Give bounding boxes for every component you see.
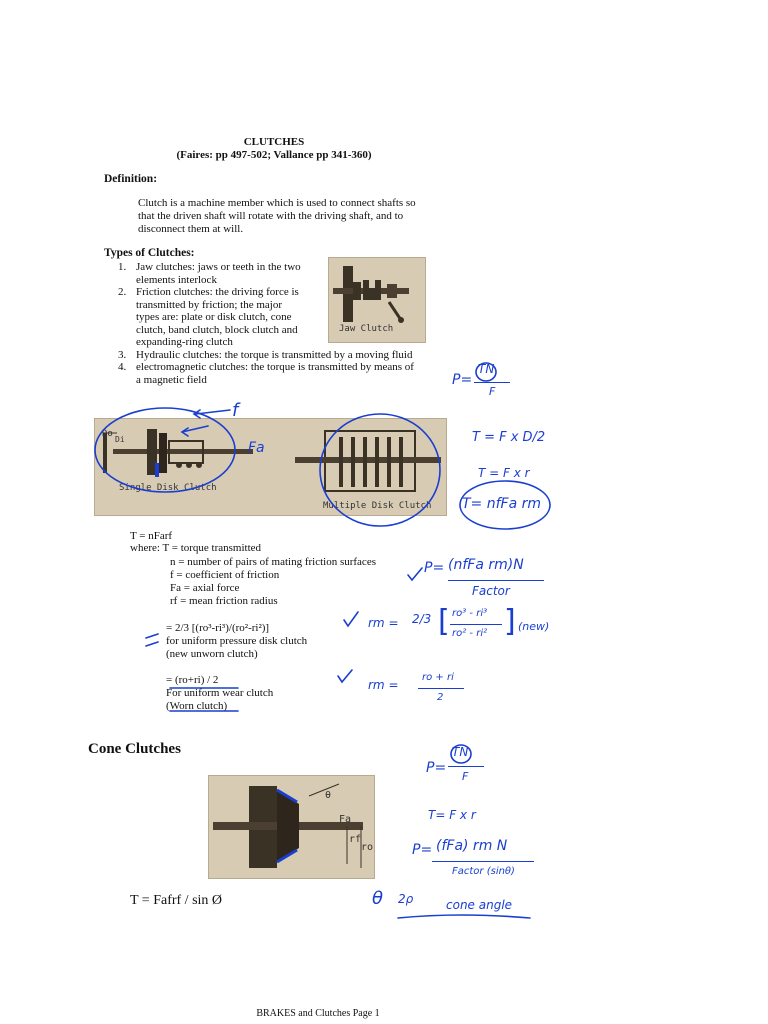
torque-where: where: T = torque transmitted xyxy=(130,542,262,554)
page-subtitle: (Faires: pp 497-502; Vallance pp 341-360) xyxy=(176,149,372,161)
annot-power3-den: F xyxy=(462,770,469,783)
annot-rm-new-tag: (new) xyxy=(518,620,550,633)
annot-power2-p: P= xyxy=(424,560,445,576)
annot-fa: Fa xyxy=(248,440,265,456)
annot-power1-den: F xyxy=(489,385,496,398)
annot-power2-den: Factor xyxy=(472,584,510,598)
cone-heading: Cone Clutches xyxy=(88,741,181,757)
definition-text: Clutch is a machine member which is used to connect shafts so that the driven shaft will rotate with the driving shaft, and to disconnect them at will. xyxy=(138,197,416,235)
annot-rm-new-bar xyxy=(450,624,502,625)
annot-bracket-right: ] xyxy=(504,604,516,639)
annot-power4-bar xyxy=(432,861,534,862)
annot-rm-worn-num: ro + ri xyxy=(422,672,454,683)
label-do: Do xyxy=(102,429,113,439)
uniform-wear-formula: = (ro+ri) / 2 xyxy=(166,674,219,686)
annot-rm-new-den: ro² - ri² xyxy=(452,628,488,639)
circle-multiple-disk xyxy=(320,414,440,526)
annot-t-eq1: T = F x D/2 xyxy=(472,430,546,445)
annot-power3-num: TN xyxy=(452,745,469,759)
annot-power1-p: P= xyxy=(452,372,473,388)
types-heading: Types of Clutches: xyxy=(104,247,195,259)
circle-single-disk xyxy=(95,408,235,492)
annot-cone-angle-prefix: 2ρ xyxy=(398,892,414,906)
annot-cone-angle-sym: θ xyxy=(372,888,384,909)
list-item: 1. Jaw clutches: jaws or teeth in the two xyxy=(118,261,301,273)
annot-power2-bar xyxy=(448,580,544,581)
annot-power4-p: P= xyxy=(412,842,433,858)
annot-power3-p: P= xyxy=(426,760,447,776)
definition-heading: Definition: xyxy=(104,173,158,185)
list-item: 4. electromagnetic clutches: the torque is transmitted by means of xyxy=(118,361,414,373)
annot-cone-angle-text: cone angle xyxy=(446,898,513,912)
annot-rm-new-frac: 2/3 xyxy=(412,612,432,626)
annot-rm-worn-lhs: rm = xyxy=(368,678,399,692)
multiple-disk-caption: Multiple Disk Clutch xyxy=(323,501,432,511)
annot-rm-worn-bar xyxy=(418,688,464,689)
annot-t-eq3: T= nfFa rm xyxy=(462,496,542,512)
page-footer: BRAKES and Clutches Page 1 xyxy=(256,1008,380,1019)
cone-label-ro: ro xyxy=(361,842,374,853)
annot-t-eq2: T = F x r xyxy=(478,466,530,480)
single-disk-caption: Single Disk Clutch xyxy=(119,483,217,493)
annot-power1-bar xyxy=(474,382,510,383)
uniform-pressure-formula: = 2/3 [(ro³-ri³)/(ro²-ri²)] xyxy=(166,622,270,634)
list-item-cont: elements interlock xyxy=(136,273,217,286)
annot-power4-num: (fFa) rm N xyxy=(436,838,508,854)
annot-power2-num: (nfFa rm)N xyxy=(448,557,524,573)
annot-f: f xyxy=(232,400,239,421)
annot-t-eq4: T= F x r xyxy=(428,808,476,822)
list-item: 2. Friction clutches: the driving force is xyxy=(118,286,299,298)
annot-power1-num: TN xyxy=(478,362,495,376)
jaw-clutch-caption: Jaw Clutch xyxy=(339,324,394,334)
annot-bracket-left: [ xyxy=(438,604,450,639)
types-list: 1. Jaw clutches: jaws or teeth in the two elements interlock 2. Friction clutches: the driving force is transmitted by friction; the major types are: plate or disk clutch, cone clutch, band clutch, block clutch and expanding-ring clutch 3. Hydraulic clutches: the torque is transmitted by a moving fluid 4. electromagnetic clutches: the torque is transmitted by means of a magnetic field xyxy=(118,261,414,386)
annot-rm-new-num: ro³ - ri³ xyxy=(452,608,488,619)
annot-power3-bar xyxy=(448,766,484,767)
annot-rm-worn-den: 2 xyxy=(437,692,444,703)
cone-label-theta: θ xyxy=(325,790,332,801)
page-title: CLUTCHES xyxy=(243,136,305,148)
torque-equation: T = nFarf xyxy=(130,530,173,542)
cone-label-fa: Fa xyxy=(339,814,352,825)
annot-rm-new-lhs: rm = xyxy=(368,616,399,630)
cone-label-rf: rf xyxy=(349,834,362,845)
uniform-wear-block: = (ro+ri) / 2 For uniform wear clutch (Worn clutch) xyxy=(166,674,274,712)
label-di: Di xyxy=(115,435,125,444)
cone-equation: T = Fafrf / sin Ø xyxy=(130,893,223,908)
torque-definitions: n = number of pairs of mating friction surfaces f = coefficient of friction Fa = axial force rf = mean friction radius xyxy=(170,556,376,607)
annot-power4-den: Factor (sinθ) xyxy=(452,866,515,877)
list-item: 3. Hydraulic clutches: the torque is transmitted by a moving fluid xyxy=(118,348,413,361)
uniform-pressure-block: = 2/3 [(ro³-ri³)/(ro²-ri²)] for uniform pressure disk clutch (new unworn clutch) xyxy=(166,622,308,660)
